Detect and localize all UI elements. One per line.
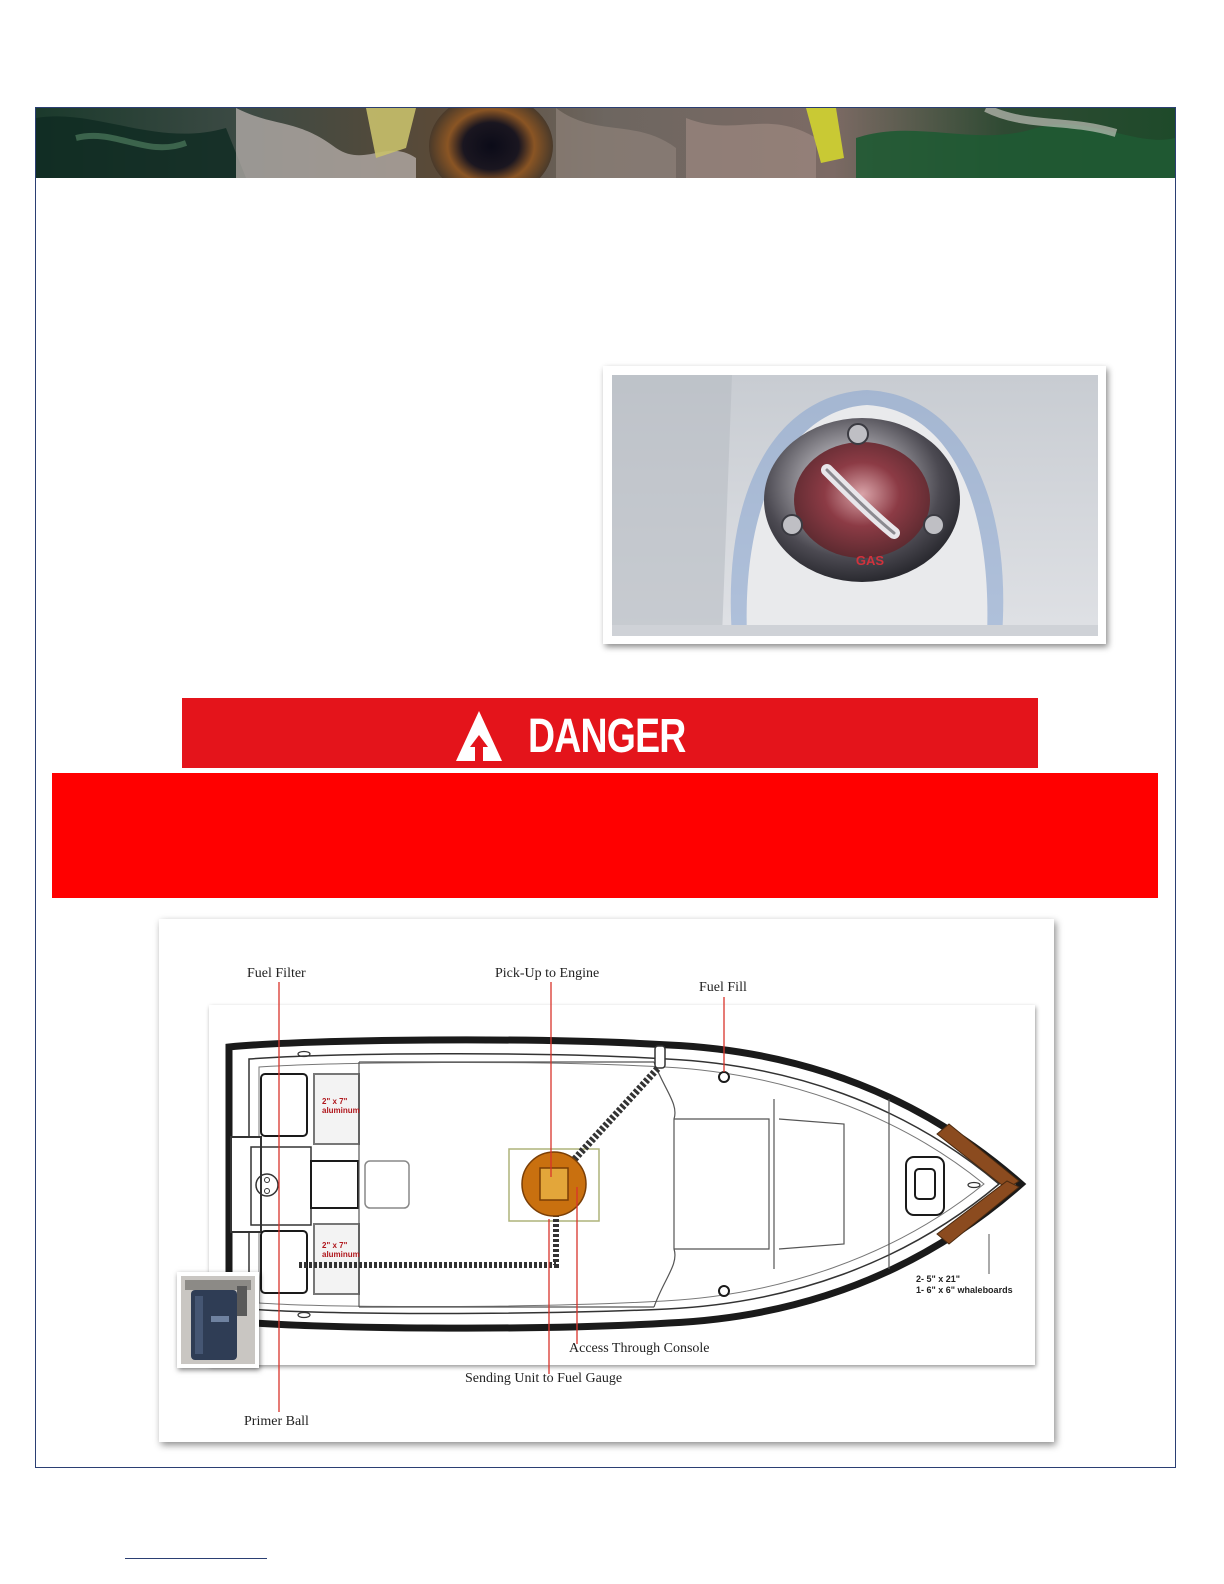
whaleboard-dimension-1: 2- 5" x 21" xyxy=(916,1274,961,1284)
label-sending-unit: Sending Unit to Fuel Gauge xyxy=(465,1371,623,1386)
label-fuel-filter: Fuel Filter xyxy=(247,966,306,981)
cooler-bottom-material: aluminum xyxy=(322,1250,360,1259)
cooler-bottom-dimension: 2" x 7" xyxy=(322,1241,348,1250)
danger-message-panel xyxy=(52,773,1158,898)
fuel-fill-cap-photo xyxy=(603,366,1106,644)
boat-top-view-drawing xyxy=(159,919,1054,1442)
warning-triangle-icon xyxy=(454,709,504,763)
label-fuel-fill: Fuel Fill xyxy=(699,980,747,995)
cooler-top-dimension: 2" x 7" xyxy=(322,1097,348,1106)
header-banner-image xyxy=(36,108,1175,178)
fuel-cap-gas-marking: GAS xyxy=(855,553,885,568)
fuel-filter-photo xyxy=(177,1272,259,1368)
label-access-through-console: Access Through Console xyxy=(569,1341,710,1356)
cooler-top-material: aluminum xyxy=(322,1106,360,1115)
whaleboard-dimension-2: 1- 6" x 6" whaleboards xyxy=(916,1285,1013,1295)
label-pickup-to-engine: Pick-Up to Engine xyxy=(495,966,600,981)
danger-title: DANGER xyxy=(528,710,686,763)
footnote-rule xyxy=(125,1558,267,1559)
fuel-system-diagram xyxy=(159,919,1054,1442)
label-primer-ball: Primer Ball xyxy=(244,1414,309,1429)
